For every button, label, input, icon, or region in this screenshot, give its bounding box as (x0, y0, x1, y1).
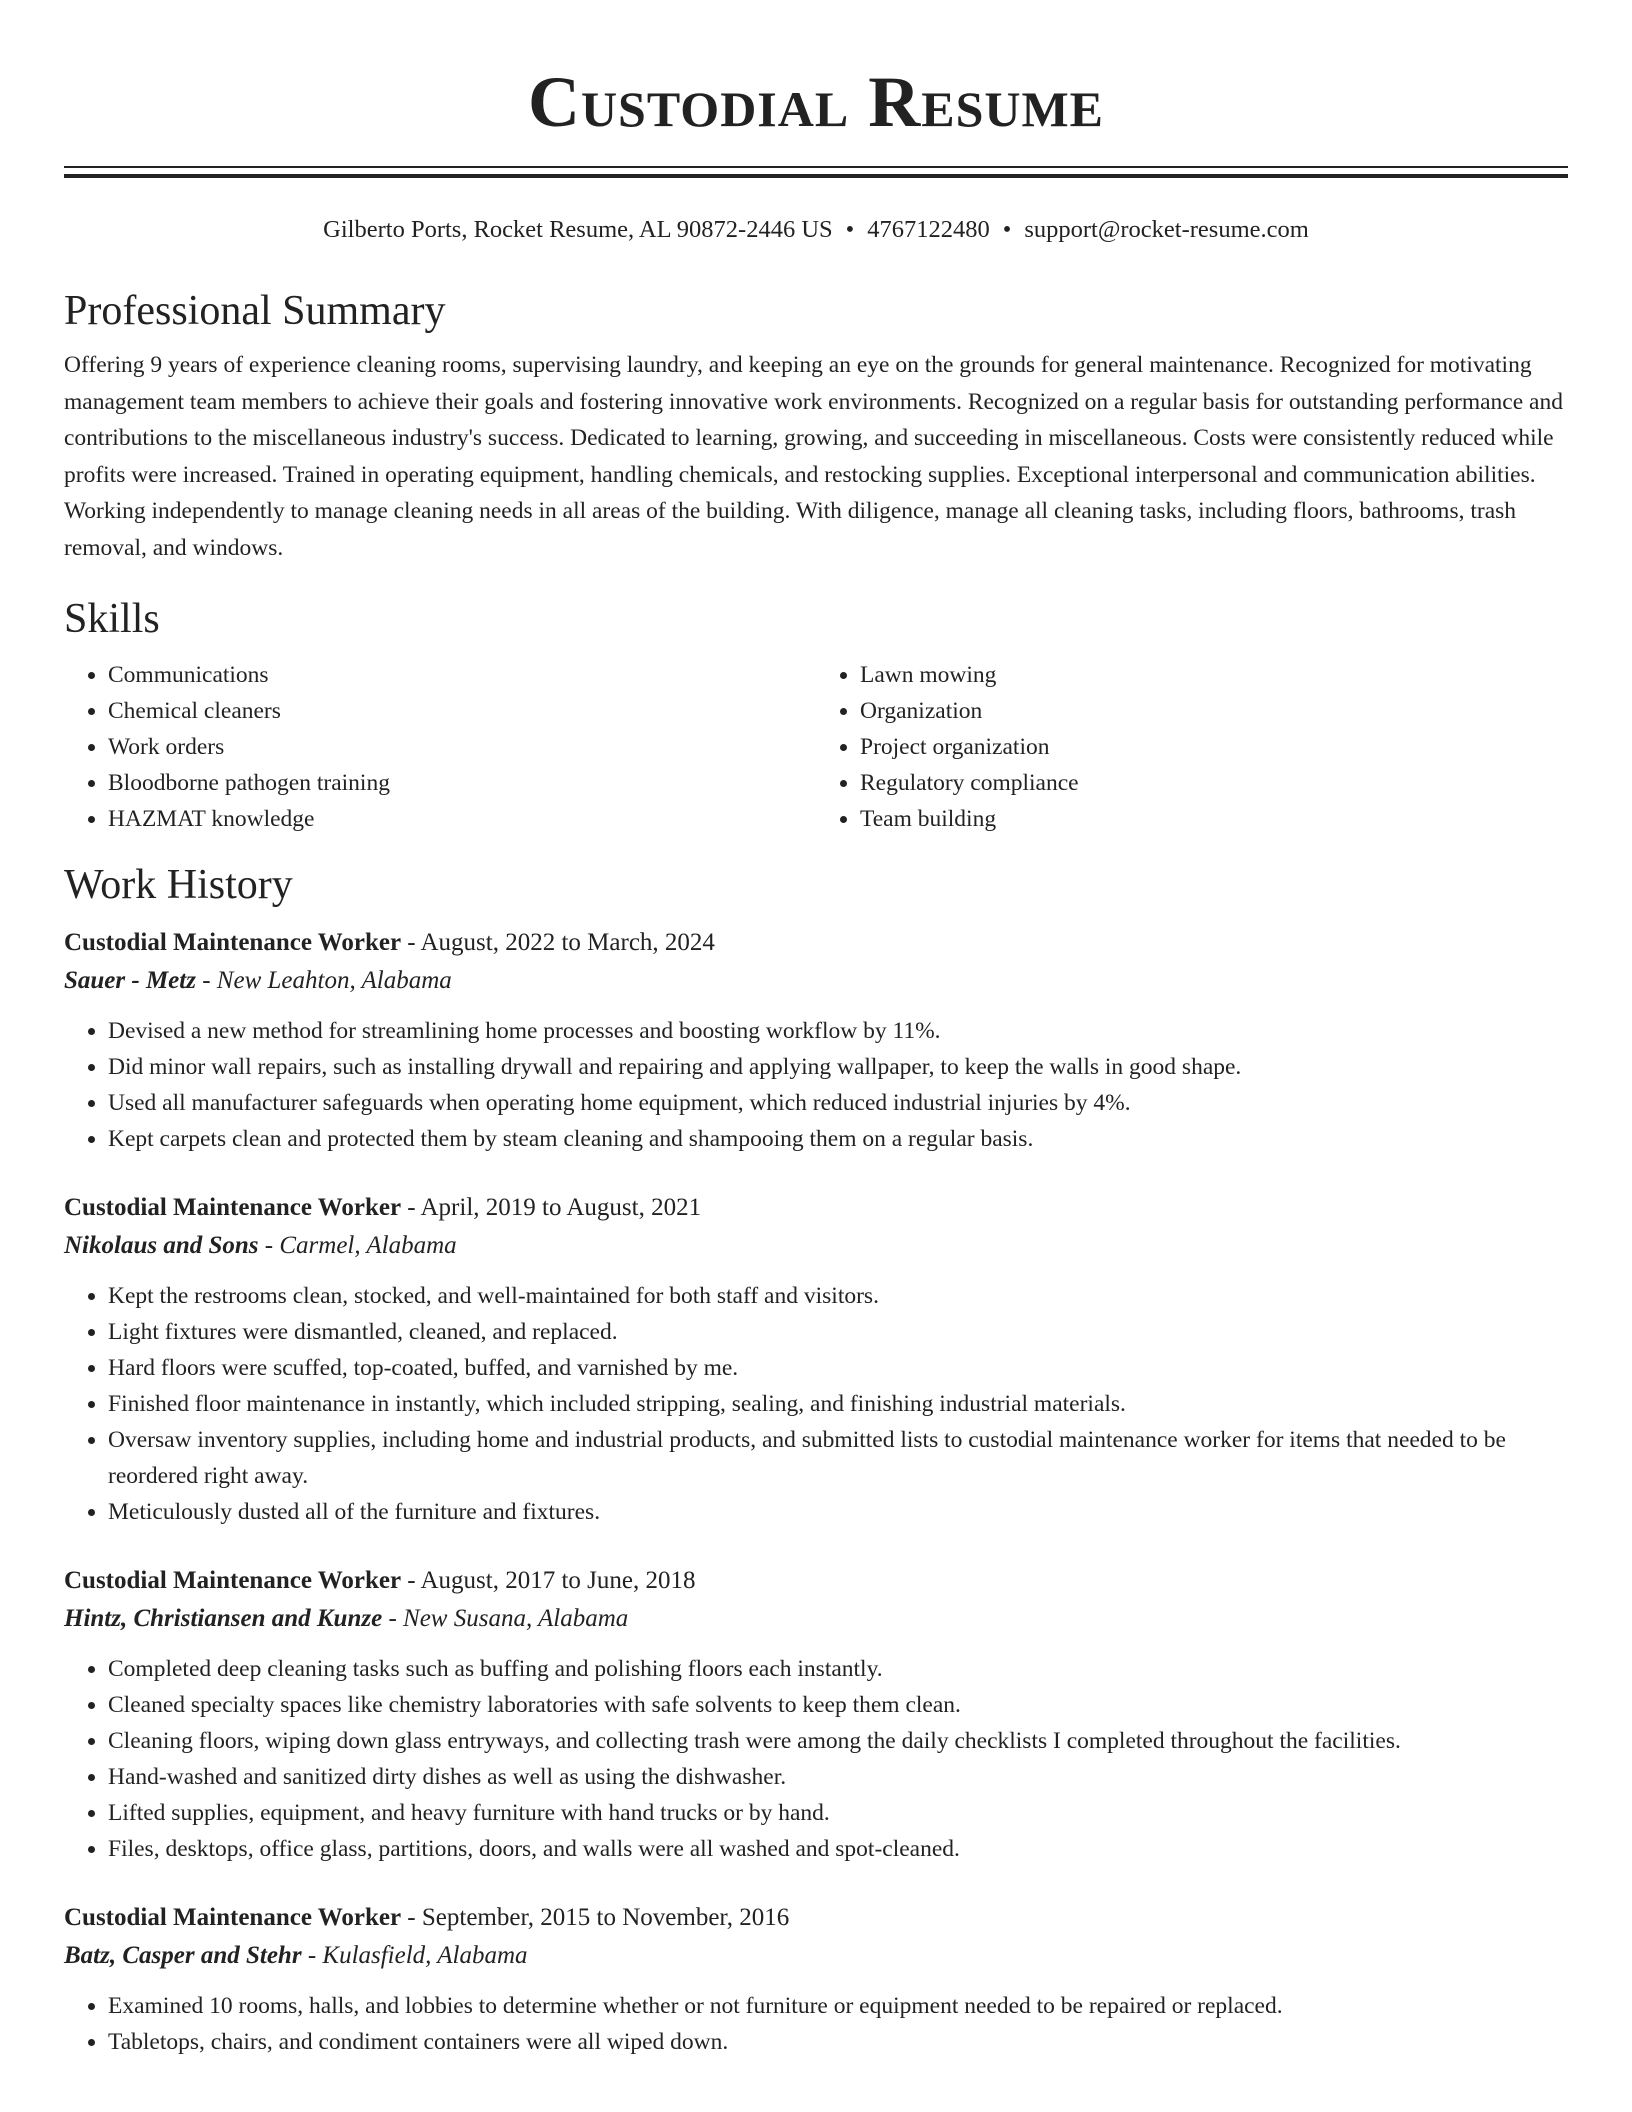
job-location: New Leahton, Alabama (216, 967, 452, 994)
job-bullet: • Lifted supplies, equipment, and heavy furniture with hand trucks or by hand. (108, 1795, 1568, 1831)
job-bullets (64, 1988, 1568, 2060)
rule-thick-line (64, 174, 1568, 178)
job-entry (64, 924, 1568, 1157)
skill-item: • Work orders (108, 729, 816, 765)
job-company-line (64, 1600, 1568, 1638)
dash: - (258, 1232, 280, 1259)
dash: - (401, 1567, 421, 1594)
job-company: Nikolaus and Sons (64, 1232, 259, 1259)
job-bullet: • Kept the restrooms clean, stocked, and well-maintained for both staff and visitors. (108, 1278, 1568, 1314)
dash: - (382, 1605, 404, 1632)
job-bullet: • Files, desktops, office glass, partitions, doors, and walls were all washed and spot-cleaned. (108, 1831, 1568, 1867)
job-company-line (64, 962, 1568, 1000)
job-bullets (64, 1278, 1568, 1530)
job-title-line (64, 1562, 1568, 1600)
job-bullet: • Hand-washed and sanitized dirty dishes as well as using the dishwasher. (108, 1759, 1568, 1795)
job-company-line (64, 1937, 1568, 1975)
skill-item: • Organization (860, 693, 1568, 729)
job-location: Kulasfield, Alabama (322, 1942, 528, 1969)
job-bullet: • Did minor wall repairs, such as installing drywall and repairing and applying wallpaper, to keep the walls in good shape. (108, 1049, 1568, 1085)
job-title: Custodial Maintenance Worker (64, 929, 402, 956)
job-bullet: • Cleaned specialty spaces like chemistry laboratories with safe solvents to keep them clean. (108, 1687, 1568, 1723)
dash: - (401, 929, 421, 956)
job-title-line (64, 1189, 1568, 1227)
dash: - (195, 967, 217, 994)
contact-phone: 4767122480 (867, 216, 990, 243)
job-bullet: • Completed deep cleaning tasks such as buffing and polishing floors each instantly. (108, 1651, 1568, 1687)
skill-item: • Team building (860, 801, 1568, 837)
job-title: Custodial Maintenance Worker (64, 1567, 402, 1594)
skill-item: • Chemical cleaners (108, 693, 816, 729)
job-location: New Susana, Alabama (403, 1605, 629, 1632)
dash: - (401, 1904, 422, 1931)
job-bullet: • Meticulously dusted all of the furniture and fixtures. (108, 1494, 1568, 1530)
title-double-rule (64, 166, 1568, 178)
skill-item: • HAZMAT knowledge (108, 801, 816, 837)
job-title-line (64, 1899, 1568, 1937)
job-company: Hintz, Christiansen and Kunze (64, 1605, 383, 1632)
dash: - (301, 1942, 323, 1969)
job-bullet: • Examined 10 rooms, halls, and lobbies to determine whether or not furniture or equipment needed to be repaired or replaced. (108, 1988, 1568, 2024)
summary-text: Offering 9 years of experience cleaning rooms, supervising laundry, and keeping an eye on the grounds for general maintenance. Recognized for motivating management team members to achieve their goals and fostering innovative work environments. Recognized on a regular basis for outstanding performance and contributions to the miscellaneous industry's success. Dedicated to learning, growing, and succeeding in miscellaneous. Costs were consistently reduced while profits were increased. Trained in operating equipment, handling chemicals, and restocking supplies. Exceptional interpersonal and communication abilities. Working independently to manage cleaning needs in all areas of the building. With diligence, manage all cleaning tasks, including floors, bathrooms, trash removal, and windows. (64, 352, 1563, 561)
job-bullets (64, 1651, 1568, 1867)
job-bullet: • Used all manufacturer safeguards when operating home equipment, which reduced industrial injuries by 4%. (108, 1085, 1568, 1121)
job-bullets (64, 1013, 1568, 1157)
job-title: Custodial Maintenance Worker (64, 1904, 402, 1931)
job-title: Custodial Maintenance Worker (64, 1194, 402, 1221)
job-bullet: • Finished floor maintenance in instantly, which included stripping, sealing, and finishing industrial materials. (108, 1386, 1568, 1422)
contact-email: support@rocket-resume.com (1024, 216, 1309, 243)
contact-address: Gilberto Ports, Rocket Resume, AL 90872-2446 US (323, 216, 833, 243)
dash: - (401, 1194, 421, 1221)
job-dates: September, 2015 to November, 2016 (421, 1904, 790, 1931)
skills-list-right (816, 657, 1568, 837)
job-dates: April, 2019 to August, 2021 (420, 1194, 702, 1221)
job-bullet: • Kept carpets clean and protected them by steam cleaning and shampooing them on a regular basis. (108, 1121, 1568, 1157)
job-entry (64, 1899, 1568, 2060)
skill-item: • Regulatory compliance (860, 765, 1568, 801)
job-company: Batz, Casper and Stehr (64, 1942, 302, 1969)
rule-thin-line (64, 166, 1568, 168)
contact-separator: • (1002, 216, 1012, 243)
job-title-line (64, 924, 1568, 962)
skills-list-left (64, 657, 816, 837)
job-company-line (64, 1227, 1568, 1265)
skill-item: • Lawn mowing (860, 657, 1568, 693)
resume-title: Custodial Resume (527, 62, 1105, 142)
job-bullet: • Light fixtures were dismantled, cleaned, and replaced. (108, 1314, 1568, 1350)
job-entry (64, 1562, 1568, 1867)
skill-item: • Bloodborne pathogen training (108, 765, 816, 801)
job-bullet: • Oversaw inventory supplies, including home and industrial products, and submitted lists to custodial maintenance worker for items that needed to be reordered right away. (108, 1422, 1568, 1494)
summary-heading: Professional Summary (64, 288, 446, 334)
skill-item: • Project organization (860, 729, 1568, 765)
job-dates: August, 2017 to June, 2018 (420, 1567, 696, 1594)
skills-columns (64, 657, 1568, 837)
job-bullet: • Hard floors were scuffed, top-coated, buffed, and varnished by me. (108, 1350, 1568, 1386)
job-dates: August, 2022 to March, 2024 (420, 929, 715, 956)
job-entry (64, 1189, 1568, 1530)
job-location: Carmel, Alabama (279, 1232, 457, 1259)
job-bullet: • Cleaning floors, wiping down glass entryways, and collecting trash were among the daily checklists I completed throughout the facilities. (108, 1723, 1568, 1759)
work-history-heading: Work History (64, 862, 293, 908)
job-company: Sauer - Metz (64, 967, 196, 994)
skills-heading: Skills (64, 596, 160, 642)
contact-separator: • (845, 216, 855, 243)
job-bullet: • Tabletops, chairs, and condiment containers were all wiped down. (108, 2024, 1568, 2060)
contact-line (64, 214, 1568, 246)
skill-item: • Communications (108, 657, 816, 693)
job-bullet: • Devised a new method for streamlining home processes and boosting workflow by 11%. (108, 1013, 1568, 1049)
